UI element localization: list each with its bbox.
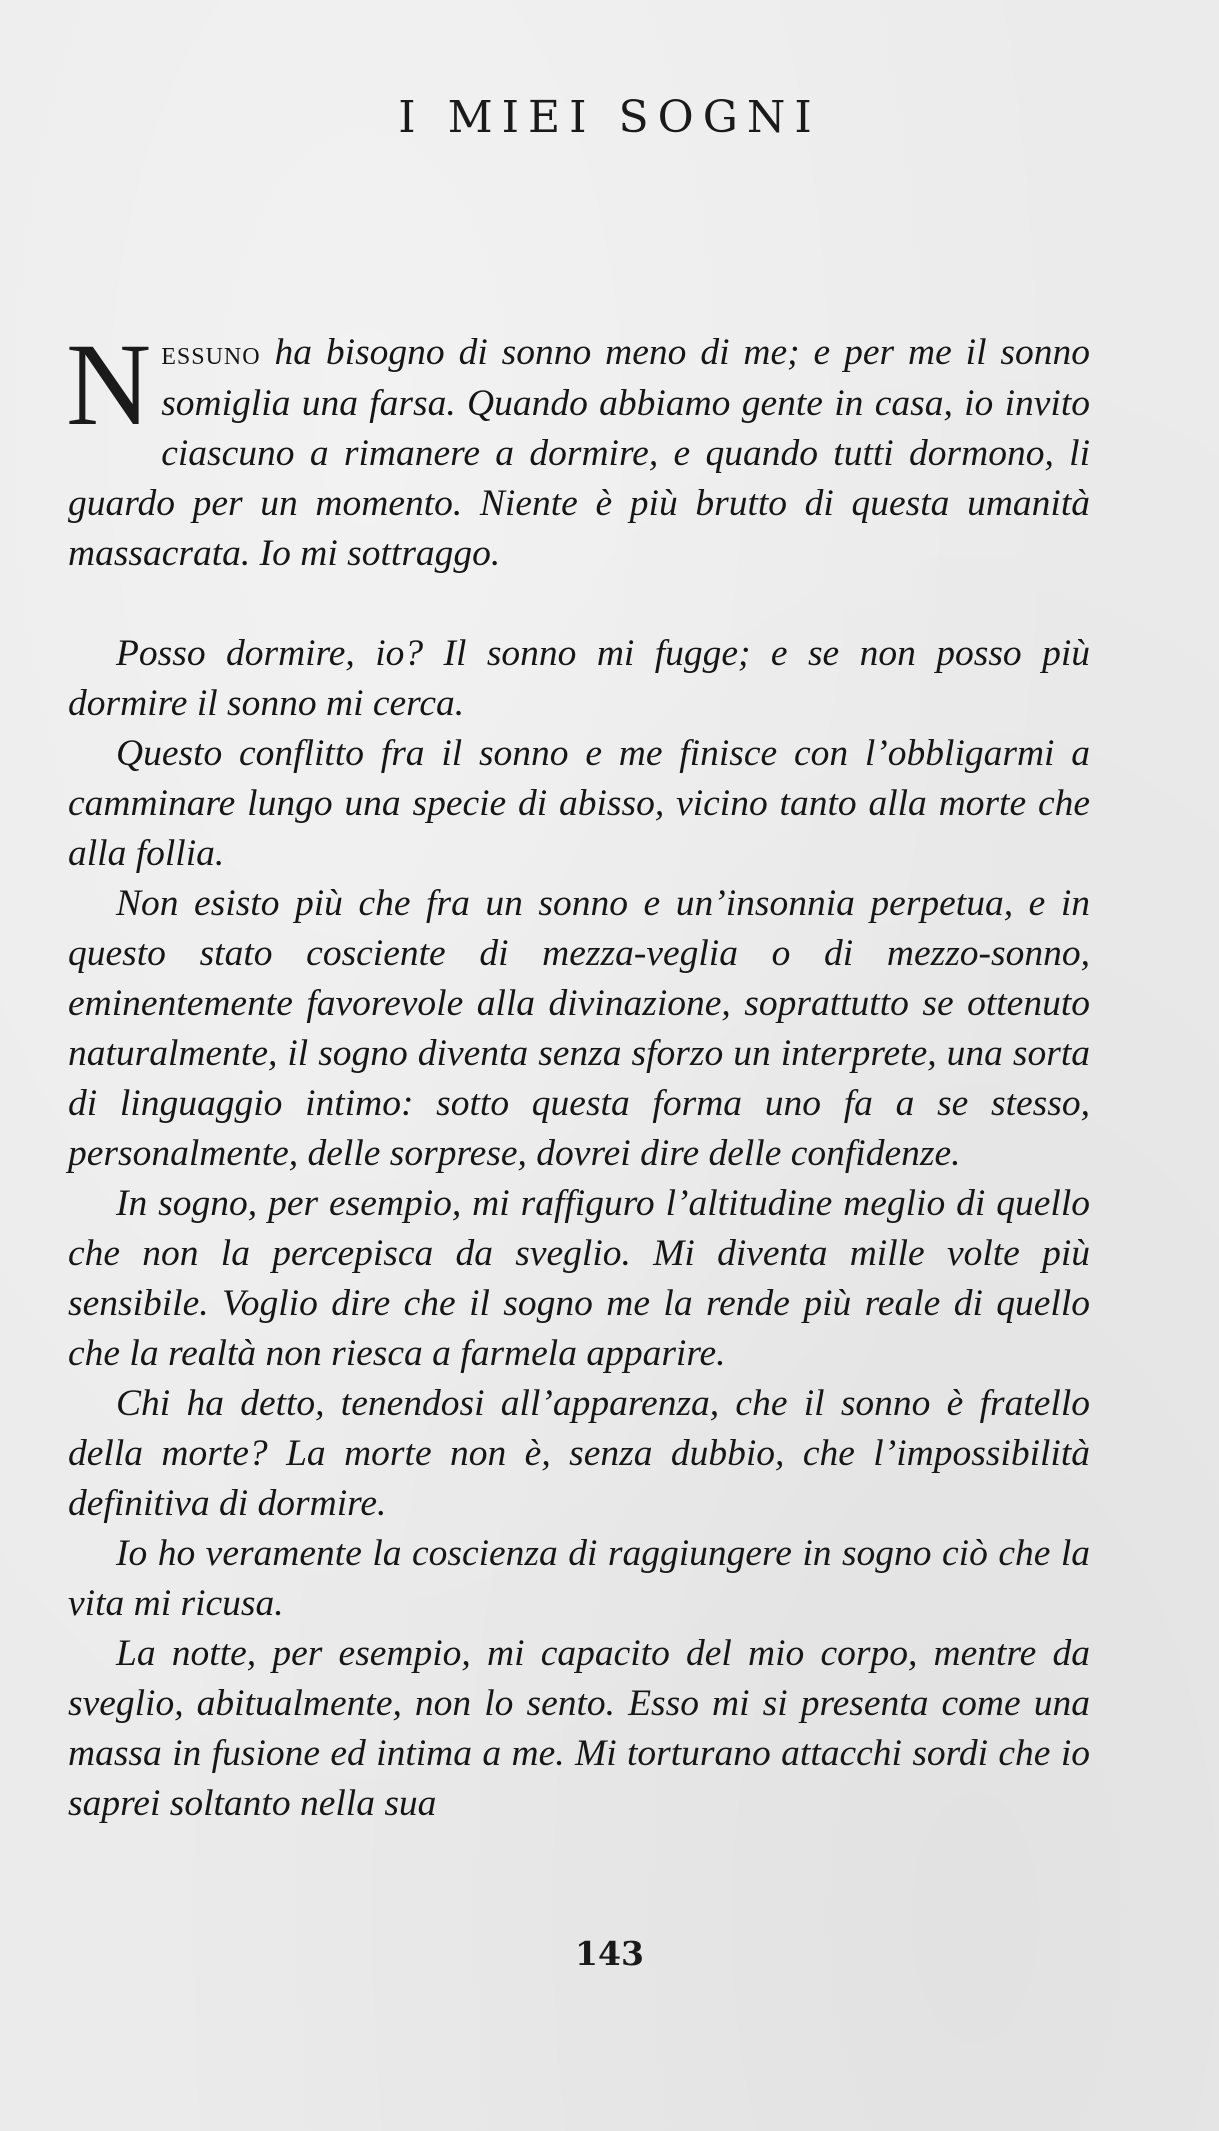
page-number: 143 (575, 1934, 644, 1973)
chapter-body (66, 319, 1090, 1829)
paragraph-4: Non esisto più che fra un sonno e un’insonnia perpetua, e in questo stato cosciente di mezza-veglia o di mezzo-sonno, eminentemente favorevole alla divinazione, soprattutto se ottenuto naturalmente, il sogno diventa senza sforzo un interprete, una sorta di linguaggio intimo: sotto questa forma uno fa a se stesso, personalmente, delle sorprese, dovrei dire delle confidenze. (68, 883, 1090, 1174)
paragraph-gap (68, 579, 1090, 629)
paragraph-5: In sogno, per esempio, mi raffiguro l’altitudine meglio di quello che non la percepisca da sveglio. Mi diventa mille volte più sensibile. Voglio dire che il sogno me la rende più reale di quello che la realtà non riesca a farmela apparire. (68, 1183, 1090, 1374)
small-caps-opening: essuno (161, 335, 261, 372)
paragraph-3: Questo conflitto fra il sonno e me finisce con l’obbligarmi a camminare lungo una specie di abisso, vicino tanto alla morte che alla follia. (68, 733, 1090, 874)
drop-cap: N (66, 319, 152, 450)
paragraph-6: Chi ha detto, tenendosi all’apparenza, che il sonno è fratello della morte? La morte non è, senza dubbio, che l’impossibilità definitiva di dormire. (68, 1383, 1090, 1524)
paragraph-7: Io ho veramente la coscienza di raggiungere in sogno ciò che la vita mi ricusa. (68, 1533, 1090, 1624)
paragraph-2: Posso dormire, io? Il sonno mi fugge; e se non posso più dormire il sonno mi cerca. (68, 633, 1090, 724)
paragraph-1 (66, 319, 1090, 579)
chapter-title: I MIEI SOGNI (398, 92, 821, 143)
paragraph-1-text: ha bisogno di sonno meno di me; e per me il sonno somiglia una farsa. Quando abbiamo gente in casa, io invito ciascuno a rimanere a dormire, e quando tutti dormono, li guardo per un momento. Niente è più brutto di questa umanità massacrata. Io mi sottraggo. (68, 332, 1090, 574)
paragraph-8: La notte, per esempio, mi capacito del mio corpo, mentre da sveglio, abitualmente, non lo sento. Esso mi si presenta come una massa in fusione ed intima a me. Mi torturano attacchi sordi che io saprei soltanto nella sua (68, 1633, 1090, 1824)
